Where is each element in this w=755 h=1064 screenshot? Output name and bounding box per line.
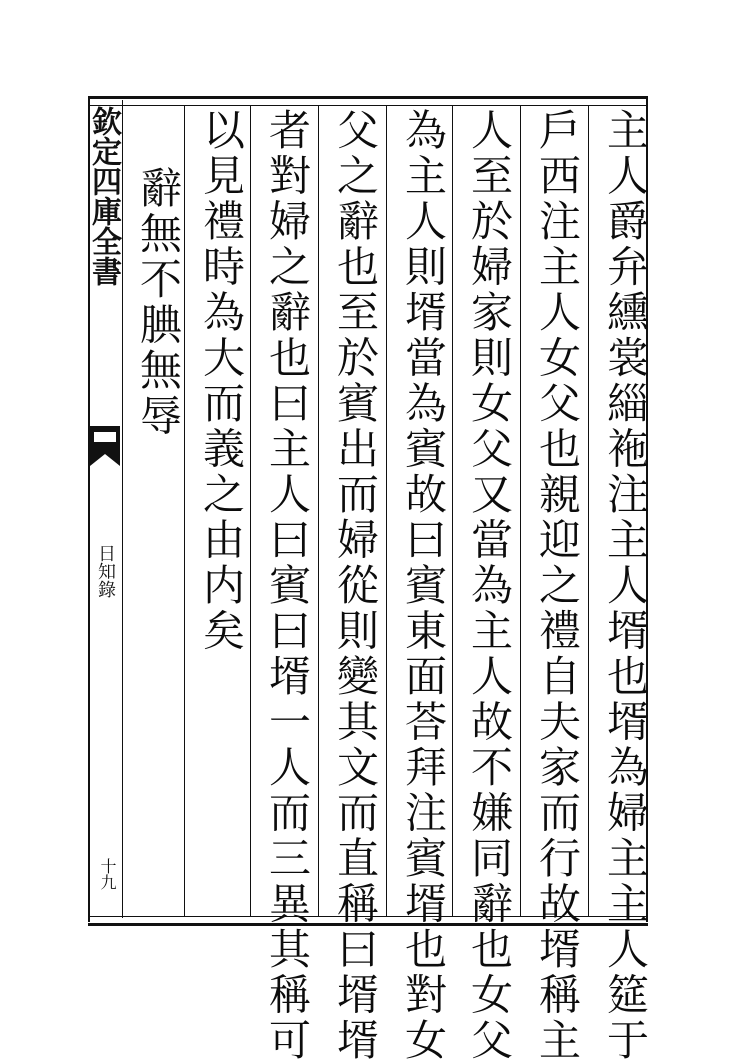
text-column-2 <box>520 106 582 1064</box>
text-column-1 <box>588 106 650 1064</box>
text-column-3 <box>452 106 514 1064</box>
frame-top-border <box>88 96 648 106</box>
column-text: 以見禮時為大而義之由内矣 <box>197 108 246 654</box>
text-column-7 <box>184 106 246 916</box>
text-column-5 <box>318 106 380 1064</box>
text-column-4 <box>386 106 448 1064</box>
book-title: 日知錄 <box>95 544 116 598</box>
column-text: 人至於婦家則女父又當為主人故不嫌同辭也女父 <box>465 108 514 1064</box>
page-number: 十九 <box>98 858 117 890</box>
text-column-8 <box>122 106 183 916</box>
column-text: 者對婦之辭也曰主人曰賓曰壻一人而三異其稱可 <box>263 108 312 1064</box>
column-text: 為主人則壻當為賓故曰賓東面荅拜注賓壻也對女 <box>399 108 448 1064</box>
page-gutter <box>88 100 123 918</box>
column-text: 主人爵弁纁裳緇袘注主人壻也壻為婦主主人筵于 <box>601 108 650 1064</box>
fish-tail-inner <box>94 432 116 442</box>
column-text: 戶西注主人女父也親迎之禮自夫家而行故壻稱主 <box>533 108 582 1064</box>
text-column-6 <box>250 106 312 1064</box>
column-text: 父之辭也至於賓出而婦從則變其文而直稱曰壻壻 <box>331 108 380 1064</box>
column-text: 辭無不腆無辱 <box>134 166 183 439</box>
collection-title: 欽定四庫全書 <box>86 106 121 286</box>
